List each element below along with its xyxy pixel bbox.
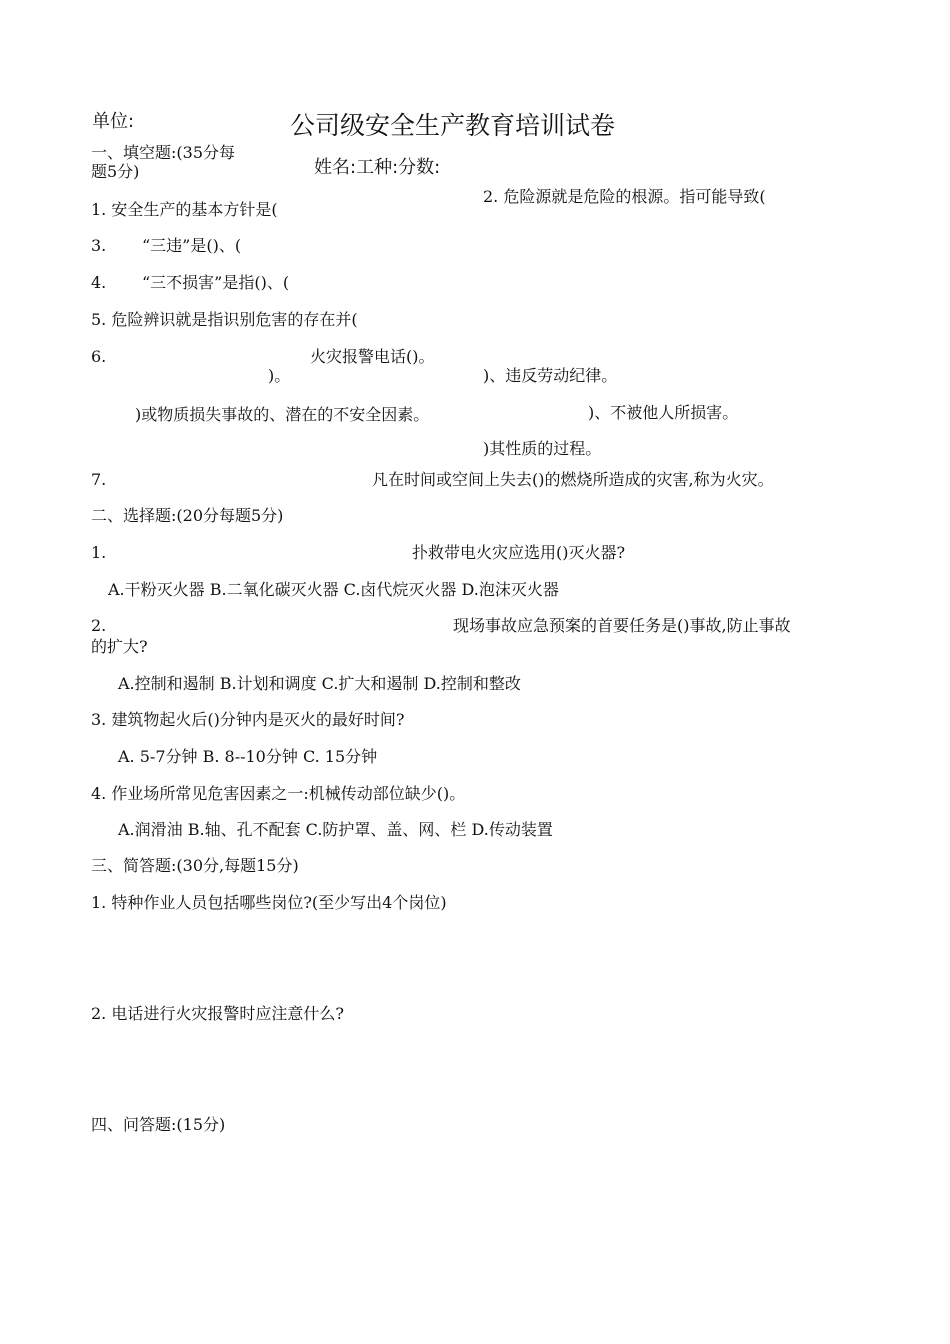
fill-question-1: 1. 安全生产的基本方针是(: [91, 200, 278, 219]
section4-heading: 四、问答题:(15分): [91, 1115, 226, 1134]
name-field-line: 姓名:工种:分数:: [314, 157, 441, 178]
fill-question-3-tail: )、违反劳动纪律。: [483, 366, 618, 385]
fill-question-4-number: 4.: [91, 273, 107, 292]
short-question-1: 1. 特种作业人员包括哪些岗位?(至少写出4个岗位): [91, 893, 447, 912]
fill-question-6-number: 6.: [91, 347, 107, 366]
choice-question-4-options: A.润滑油 B.轴、孔不配套 C.防护罩、盖、网、栏 D.传动装置: [118, 820, 553, 839]
section1-heading-cont: 题5分): [91, 162, 140, 181]
choice-question-3-options: A. 5-7分钟 B. 8--10分钟 C. 15分钟: [118, 747, 378, 766]
fill-question-1-tail: )。: [268, 366, 291, 385]
short-question-2: 2. 电话进行火灾报警时应注意什么?: [91, 1004, 344, 1023]
choice-question-1: 扑救带电火灾应选用()灭火器?: [412, 543, 626, 562]
fill-question-5: 5. 危险辨识就是指识别危害的存在并(: [91, 310, 358, 329]
choice-question-1-number: 1.: [91, 543, 107, 562]
fill-question-3-number: 3.: [91, 236, 107, 255]
fill-question-7: 凡在时间或空间上失去()的燃烧所造成的灾害,称为火灾。: [372, 470, 774, 489]
fill-question-5-tail: )其性质的过程。: [483, 439, 602, 458]
fill-question-7-number: 7.: [91, 470, 107, 489]
choice-question-2: 现场事故应急预案的首要任务是()事故,防止事故: [453, 616, 791, 635]
unit-label: 单位:: [92, 111, 135, 132]
page-title: 公司级安全生产教育培训试卷: [290, 111, 616, 140]
fill-question-2-tail: )或物质损失事故的、潜在的不安全因素。: [135, 405, 430, 424]
choice-question-1-options: A.干粉灭火器 B.二氧化碳灭火器 C.卤代烷灭火器 D.泡沫灭火器: [108, 580, 559, 599]
fill-question-6: 火灾报警电话()。: [310, 347, 435, 366]
fill-question-4: “三不损害”是指()、(: [142, 273, 290, 292]
choice-question-2-cont: 的扩大?: [91, 637, 148, 656]
fill-question-3: “三违”是()、(: [142, 236, 242, 255]
section1-heading: 一、填空题:(35分每: [91, 143, 235, 162]
choice-question-3: 3. 建筑物起火后()分钟内是灭火的最好时间?: [91, 710, 405, 729]
section2-heading: 二、选择题:(20分每题5分): [91, 506, 284, 525]
choice-question-2-number: 2.: [91, 616, 107, 635]
fill-question-4-tail: )、不被他人所损害。: [588, 403, 739, 422]
fill-question-2: 2. 危险源就是危险的根源。指可能导致(: [483, 187, 766, 206]
choice-question-4: 4. 作业场所常见危害因素之一:机械传动部位缺少()。: [91, 784, 466, 803]
choice-question-2-options: A.控制和遏制 B.计划和调度 C.扩大和遏制 D.控制和整改: [118, 674, 521, 693]
section3-heading: 三、简答题:(30分,每题15分): [91, 856, 299, 875]
